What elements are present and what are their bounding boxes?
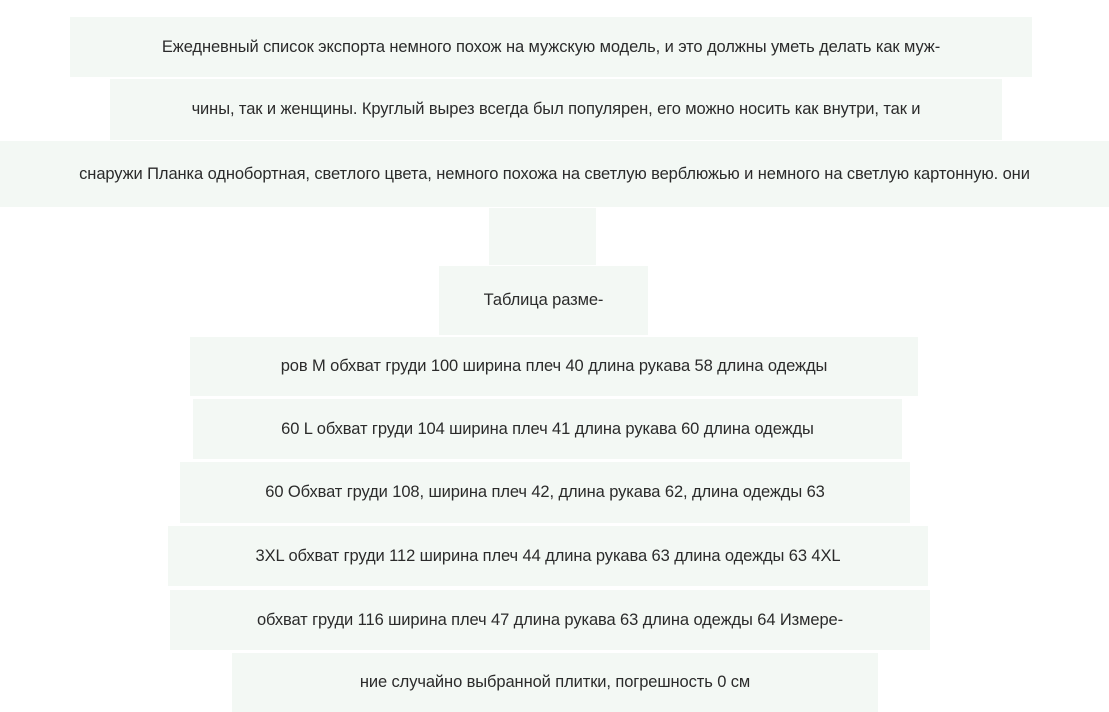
- text-line-3: [0, 141, 1109, 207]
- text-line-2: [110, 79, 1002, 140]
- text-line-3-label: снаружи Планка однобортная, светлого цвета, немного похожа на светлую верблюжью и немного на светлую картонную. они: [79, 164, 1030, 183]
- size-table-title-label: Таблица разме-: [483, 291, 604, 309]
- text-line-1: [70, 17, 1032, 77]
- size-table-line-5-label: обхват груди 116 ширина плеч 47 длина рукава 63 длина одежды 64 Измере-: [256, 610, 844, 629]
- size-table-line-3-label: 60 Обхват груди 108, ширина плеч 42, длина рукава 62, длина одежды 63: [265, 483, 825, 501]
- size-table-line-4: [168, 526, 928, 586]
- size-table-line-6: [232, 653, 878, 712]
- size-table-line-2: [193, 399, 902, 459]
- size-table-line-4-label: 3XL обхват груди 112 ширина плеч 44 длина рукава 63 длина одежды 63 4XL: [255, 546, 841, 565]
- size-table-line-1: [190, 337, 918, 396]
- size-table-line-6-label: ние случайно выбранной плитки, погрешность 0 см: [359, 673, 751, 691]
- size-table-title: [439, 266, 648, 335]
- size-table-line-1-label: ров M обхват груди 100 ширина плеч 40 длина рукава 58 длина одежды: [280, 357, 828, 375]
- size-table-line-2-label: 60 L обхват груди 104 ширина плеч 41 длина рукава 60 длина одежды: [281, 419, 814, 438]
- text-line-2-label: чины, так и женщины. Круглый вырез всегда был популярен, его можно носить как внутри, так и: [191, 100, 921, 118]
- size-table-line-3: [180, 462, 910, 523]
- size-table-line-5: [170, 590, 930, 650]
- text-line-1-label: Ежедневный список экспорта немного похож на мужскую модель, и это должны уметь делать как муж-: [161, 37, 941, 56]
- blank-band: [489, 208, 596, 265]
